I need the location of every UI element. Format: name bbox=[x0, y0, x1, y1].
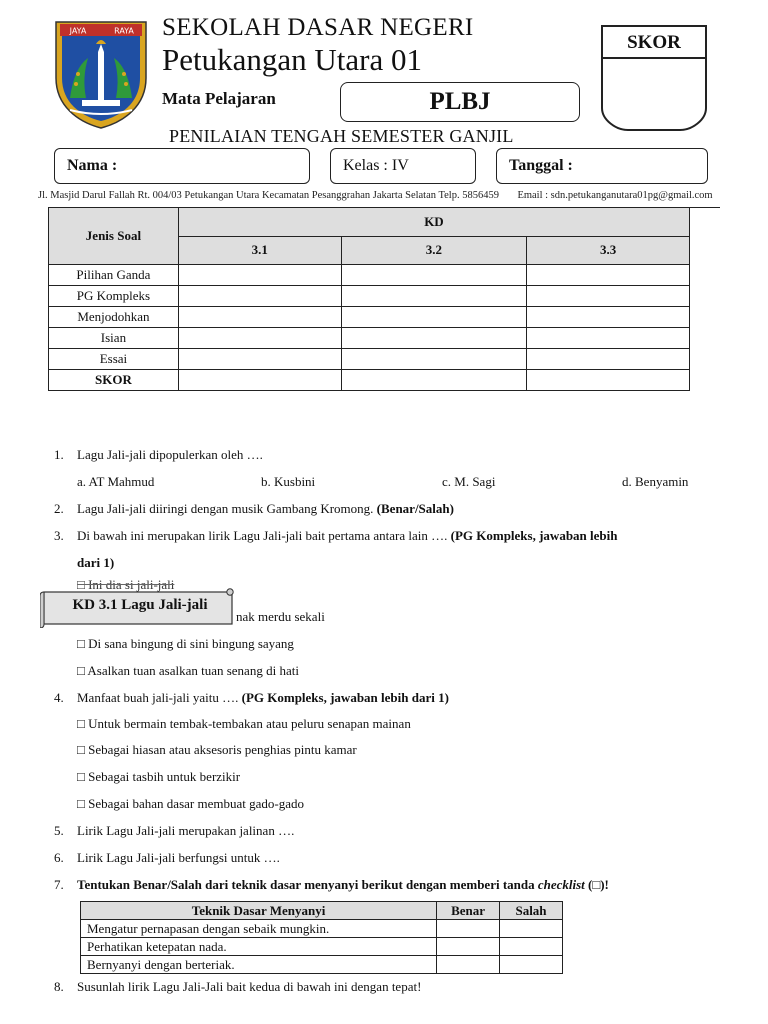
score-cell[interactable] bbox=[341, 265, 527, 286]
table-row bbox=[49, 265, 690, 286]
q3-text-main: Di bawah ini merupakan lirik Lagu Jali-jali bait pertama antara lain …. bbox=[77, 528, 451, 543]
score-table-header-kd-3-3: 3.3 bbox=[527, 236, 690, 265]
score-cell[interactable] bbox=[341, 370, 527, 391]
score-table-header-kd-3-1: 3.1 bbox=[178, 236, 341, 265]
benar-cell[interactable] bbox=[437, 956, 500, 974]
table-row bbox=[81, 956, 563, 974]
score-cell[interactable] bbox=[178, 286, 341, 307]
q3-option-2-tail[interactable]: nak merdu sekali bbox=[236, 609, 325, 624]
logo-banner-left: JAYA bbox=[69, 26, 87, 36]
technique-label: Bernyanyi dengan berteriak. bbox=[81, 956, 437, 974]
score-cell[interactable] bbox=[341, 307, 527, 328]
score-cell[interactable] bbox=[527, 349, 690, 370]
q7-number: 7. bbox=[54, 877, 64, 892]
score-cell[interactable] bbox=[178, 265, 341, 286]
table-row bbox=[49, 328, 690, 349]
date-field-label: Tanggal : bbox=[509, 157, 573, 174]
q1-option-b[interactable]: b. Kusbini bbox=[261, 474, 316, 489]
q5-text: Lirik Lagu Jali-jali merupakan jalinan …. bbox=[77, 823, 295, 838]
school-subname: Petukangan Utara 01 bbox=[162, 42, 422, 77]
score-table bbox=[48, 207, 690, 391]
score-cell[interactable] bbox=[527, 307, 690, 328]
q1-option-d[interactable]: d. Benyamin bbox=[622, 474, 689, 489]
name-field[interactable] bbox=[54, 148, 310, 184]
score-cell[interactable] bbox=[341, 286, 527, 307]
technique-table bbox=[80, 901, 563, 974]
q1-number: 1. bbox=[54, 447, 64, 462]
score-cell[interactable] bbox=[178, 370, 341, 391]
q3-option-3[interactable]: □ Di sana bingung di sini bingung sayang bbox=[77, 636, 294, 651]
subject-value: PLBJ bbox=[429, 88, 491, 115]
q2-text bbox=[77, 501, 454, 517]
score-cell[interactable] bbox=[527, 370, 690, 391]
q4-option-4[interactable]: □ Sebagai bahan dasar membuat gado-gado bbox=[77, 796, 304, 811]
q4-option-1[interactable]: □ Untuk bermain tembak-tembakan atau peluru senapan mainan bbox=[77, 716, 411, 731]
benar-cell[interactable] bbox=[437, 938, 500, 956]
table-row bbox=[49, 307, 690, 328]
q4-text bbox=[77, 690, 449, 706]
q7-text-main: Tentukan Benar/Salah dari teknik dasar menyanyi berikut dengan memberi tanda bbox=[77, 877, 538, 892]
q4-text-main: Manfaat buah jali-jali yaitu …. bbox=[77, 690, 242, 705]
table-row bbox=[81, 938, 563, 956]
q1-text: Lagu Jali-jali dipopulerkan oleh …. bbox=[77, 447, 263, 462]
school-name: SEKOLAH DASAR NEGERI bbox=[162, 14, 474, 41]
score-cell[interactable] bbox=[527, 265, 690, 286]
row-label: SKOR bbox=[49, 370, 179, 391]
score-label: SKOR bbox=[627, 32, 681, 53]
class-field-label: Kelas : IV bbox=[343, 157, 409, 174]
technique-header-benar: Benar bbox=[437, 902, 500, 920]
score-cell[interactable] bbox=[178, 307, 341, 328]
q3-text-bold: (PG Kompleks, jawaban lebih bbox=[450, 528, 618, 543]
row-label: Pilihan Ganda bbox=[49, 265, 179, 286]
score-table-header-kd: KD bbox=[178, 208, 689, 237]
row-label: PG Kompleks bbox=[49, 286, 179, 307]
q2-text-bold: (Benar/Salah) bbox=[376, 501, 454, 516]
q2-number: 2. bbox=[54, 501, 64, 516]
q4-option-3[interactable]: □ Sebagai tasbih untuk berzikir bbox=[77, 769, 241, 784]
q4-option-2[interactable]: □ Sebagai hiasan atau aksesoris penghias pintu kamar bbox=[77, 742, 357, 757]
q7-text-italic: checklist bbox=[537, 877, 585, 892]
school-logo-icon bbox=[52, 18, 150, 130]
date-field[interactable] bbox=[496, 148, 708, 184]
salah-cell[interactable] bbox=[500, 938, 563, 956]
q8-number: 8. bbox=[54, 979, 64, 994]
school-address: Jl. Masjid Darul Fallah Rt. 004/03 Petukangan Utara Kecamatan Pesanggrahan Jakarta Selatan Telp. 5856459 bbox=[38, 190, 499, 201]
name-field-label: Nama : bbox=[67, 157, 118, 174]
subject-box bbox=[340, 82, 580, 122]
technique-label: Perhatikan ketepatan nada. bbox=[81, 938, 437, 956]
q4-number: 4. bbox=[54, 690, 64, 705]
score-cell[interactable] bbox=[341, 349, 527, 370]
table-row bbox=[49, 286, 690, 307]
q8-text: Susunlah lirik Lagu Jali-Jali bait kedua di bawah ini dengan tepat! bbox=[77, 979, 422, 994]
q3-text-bold-cont: dari 1) bbox=[77, 555, 115, 570]
subject-label: Mata Pelajaran bbox=[162, 89, 276, 108]
salah-cell[interactable] bbox=[500, 920, 563, 938]
row-label: Menjodohkan bbox=[49, 307, 179, 328]
q3-option-1-partial[interactable]: □ Ini dia si jali-jali bbox=[77, 577, 175, 592]
q6-text: Lirik Lagu Jali-jali berfungsi untuk …. bbox=[77, 850, 280, 865]
q3-text bbox=[77, 528, 617, 544]
technique-label: Mengatur pernapasan dengan sebaik mungkin. bbox=[81, 920, 437, 938]
class-field[interactable] bbox=[330, 148, 476, 184]
score-cell[interactable] bbox=[341, 328, 527, 349]
technique-header-salah: Salah bbox=[500, 902, 563, 920]
q7-text-tail: (□)! bbox=[584, 877, 609, 892]
table-row bbox=[49, 349, 690, 370]
q4-text-bold: (PG Kompleks, jawaban lebih dari 1) bbox=[241, 690, 449, 705]
q7-text bbox=[77, 877, 609, 893]
score-table-header-kd-3-2: 3.2 bbox=[341, 236, 527, 265]
score-cell[interactable] bbox=[527, 328, 690, 349]
table-row bbox=[49, 370, 690, 391]
benar-cell[interactable] bbox=[437, 920, 500, 938]
q3-number: 3. bbox=[54, 528, 64, 543]
q1-option-a[interactable]: a. AT Mahmud bbox=[77, 474, 155, 489]
q2-text-main: Lagu Jali-jali diiringi dengan musik Gambang Kromong. bbox=[77, 501, 377, 516]
kd-banner-label: KD 3.1 Lagu Jali-jali bbox=[72, 597, 208, 613]
score-table-header-jenis: Jenis Soal bbox=[49, 208, 179, 265]
row-label: Essai bbox=[49, 349, 179, 370]
exam-title: PENILAIAN TENGAH SEMESTER GANJIL bbox=[169, 126, 514, 146]
score-cell[interactable] bbox=[178, 328, 341, 349]
score-cell[interactable] bbox=[178, 349, 341, 370]
q1-option-c[interactable]: c. M. Sagi bbox=[442, 474, 496, 489]
q6-number: 6. bbox=[54, 850, 64, 865]
q3-option-4[interactable]: □ Asalkan tuan asalkan tuan senang di hati bbox=[77, 663, 299, 678]
score-cell[interactable] bbox=[527, 286, 690, 307]
table-row bbox=[81, 920, 563, 938]
logo-banner-right: RAYA bbox=[114, 26, 134, 36]
salah-cell[interactable] bbox=[500, 956, 563, 974]
q5-number: 5. bbox=[54, 823, 64, 838]
school-email: Email : sdn.petukanganutara01pg@gmail.com bbox=[517, 190, 713, 201]
technique-header-name: Teknik Dasar Menyanyi bbox=[81, 902, 437, 920]
row-label: Isian bbox=[49, 328, 179, 349]
